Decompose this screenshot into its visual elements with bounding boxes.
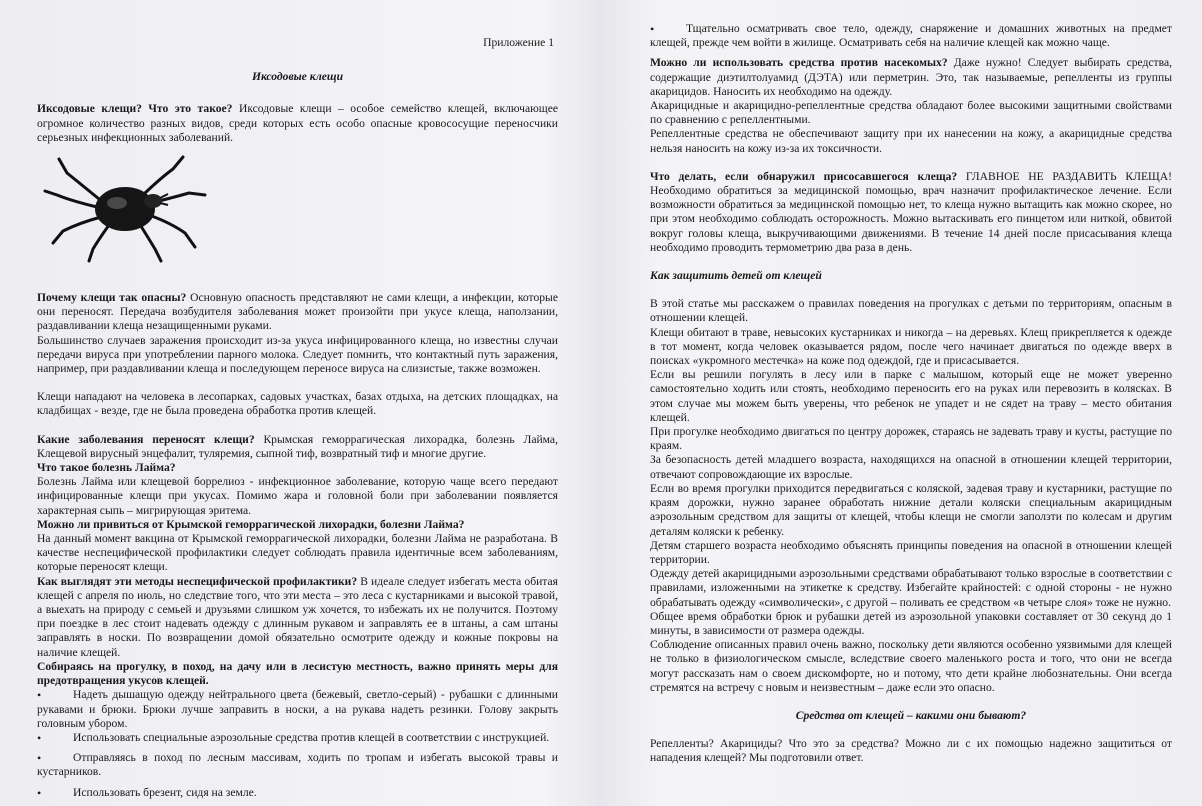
bullet-item: • Надеть дышащую одежду нейтрального цвета (бежевый, светло-серый) - рубашки с длинными рукавами и брюки. Брюки лучше заправить в носки, а на рукава надеть резинки. Голову закрыть головным убором. [37, 688, 558, 730]
bullet-item: • Отправляясь в поход по лесным массивам, ходить по тропам и избегать высокой травы и кустарников. [37, 751, 558, 779]
kids-paragraph: Общее время обработки брюк и рубашки детей из аэрозольной упаковки составляет от 30 секунд до 1 минуты, в зависимости от размера одежды. [650, 609, 1172, 637]
kids-paragraph: Детям старшего возраста необходимо объяснять принципы поведения на опасной в отношении клещей территории. [650, 538, 1172, 566]
danger-paragraph: Почему клещи так опасны? Основную опасность представляют не сами клещи, а инфекции, которые они переносят. Передача возбудителя заболевания может произойти при укусе клеща, наползании, раздавливании клеща незащищенными руками. [37, 291, 558, 333]
bullet-item: • Тщательно осматривать свое тело, одежду, снаряжение и домашних животных на предмет клещей, прежде чем войти в жилище. Осматривать себя на наличие клещей как можно чаще. [650, 22, 1172, 50]
majority-paragraph: Большинство случаев заражения происходит из-за укуса инфицированного клеща, но известны случаи передачи вируса при употреблении парного молока. Следует помнить, что контактный путь заражения, например, при раздавливании клеща и последующем переносе вируса на слизистые, также возможен. [37, 333, 558, 376]
vaccine-question: Можно ли привиться от Крымской геморрагической лихорадки, болезни Лайма? [37, 517, 465, 531]
right-page [602, 0, 1202, 806]
methods-paragraph: Как выглядят эти методы неспецифической профилактики? В идеале следует избегать места обитая клещей с апреля по июль, но следствие того, что эти места – это леса с кустарниками и высокой травой, а выехать на природу с семьей и друзьями слишком уж хочется, то избежать их не получится. Поэтому при поездке в лес стоит надевать одежду с длинным рукавом и заправлять ее в штаны, а сам штаны заправлять в носки. По возвращении домой обязательно осмотрите одежду и кожные покровы на наличие клещей. [37, 574, 558, 659]
diseases-paragraph: Какие заболевания переносят клещи? Крымская геморрагическая лихорадка, болезнь Лайма, Клещевой вирусный энцефалит, туляремия, сыпной тиф, возвратный тиф и многие другие. [37, 432, 558, 460]
kids-paragraph: Соблюдение описанных правил очень важно, поскольку дети являются особенно уязвимыми для клещей не только в физиологическом смысле, вследствие своего маленького роста и того, что они не всегда могут рассказать нам о своем дискомфорте, но и потому, что дети крайне любознательны. Они всегда стремятся на встречу с новым и неизвестным – даже если это опасно. [650, 638, 1172, 694]
repellent-paragraph: Можно ли использовать средства против насекомых? Даже нужно! Следует выбирать средства, содержащие диэтилтолуамид (ДЭТА) или перметрин. Это, так называемые, репелленты из группы акарицидов. Наносить их необходимо на одежду. [650, 56, 1172, 98]
kids-paragraph: Если во время прогулки приходится передвигаться с коляской, задевая траву и кустарники, растущие по краям дорожки, нужно заранее обработать нижние детали коляски специальным акарицидным аэрозольным средством для защиты от клещей, чтобы клещи не смогли заползти по колесам и другим деталям коляски к ребенку. [650, 481, 1172, 538]
walk-heading: Собираясь на прогулку, в поход, на дачу или в лесистую местность, важно принять меры для предотвращения укусов клещей. [37, 659, 558, 688]
means-heading: Средства от клещей – какими они бывают? [795, 708, 1027, 722]
acaricide-paragraph: Акарицидные и акарицидно-репеллентные средства обладают более высокими защитными свойствами по сравнению с репеллентными. [650, 99, 1172, 127]
vaccine-paragraph: На данный момент вакцина от Крымской геморрагической лихорадки, болезни Лайма не разработана. В качестве неспецифической профилактики следует соблюдать правила идентичные всем заболеваниям, которые переносят клещи. [37, 532, 558, 574]
kids-heading: Как защитить детей от клещей [650, 269, 822, 283]
repellent-skin-paragraph: Репеллентные средства не обеспечивают защиту при их нанесении на кожу, а акарицидные средства нельзя наносить на кожу из-за их токсичности. [650, 127, 1172, 155]
kids-paragraph: Если вы решили погулять в лесу или в парке с малышом, который еще не может уверенно самостоятельно ходить или стоять, необходимо переносить его на руках или перевозить в колясках. В этом случае мы можем быть уверены, что ребенок не упадет и не сядет на траву – место обитания клещей. [650, 368, 1172, 424]
bullet-item: • Использовать брезент, сидя на земле. [37, 785, 257, 800]
kids-paragraph: Клещи обитают в траве, невысоких кустарниках и никогда – на деревьях. Клещ прикрепляется к одежде в тот момент, когда человек оказывается рядом, после чего начинает двигаться по одежде вверх в поисках «укромного местечка» на коже под одеждой, где и присасывается. [650, 325, 1172, 368]
kids-paragraph: При прогулке необходимо двигаться по центру дорожек, стараясь не задевать траву и кусты, растущие по краям. [650, 425, 1172, 453]
bullet-item: • Использовать специальные аэрозольные средства против клещей в соответствии с инструкцией. [37, 730, 550, 745]
kids-paragraph: В этой статье мы расскажем о правилах поведения на прогулках с детьми по территориям, опасным в отношении клещей. [650, 297, 1172, 325]
appendix-label: Приложение 1 [483, 36, 554, 49]
intro-paragraph: Иксодовые клещи? Что это такое? Иксодовые клещи – особое семейство клещей, включающее огромное количество разных видов, среди которых есть особо опасные кровососущие переносчики серьезных инфекционных заболеваний. [37, 102, 558, 144]
tick-icon [37, 151, 237, 263]
page-title: Иксодовые клещи [251, 70, 344, 84]
tick-illustration [37, 151, 558, 263]
lyme-paragraph: Болезнь Лайма или клещевой боррелиоз - инфекционное заболевание, которую чаще всего передают инфицированные клещи при укусах. Помимо жара и головной боли при заболевании появляется характерная сыпь – мигрирующая эритема. [37, 475, 558, 517]
kids-paragraph: Одежду детей акарицидными аэрозольными средствами обрабатывают только взрослые в соответствии с правилами, изложенными на этикетке к средству. Избегайте крайностей: с одной стороны - не нужно обрабатывать одежду «символически», с другой – поливать ее средством «в четыре слоя» тоже не нужно. [650, 567, 1172, 609]
lyme-question: Что такое болезнь Лайма? [37, 461, 176, 475]
left-page [0, 0, 600, 806]
means-paragraph: Репелленты? Акарициды? Что это за средства? Можно ли с их помощью надежно защититься от нападения клещей? Мы подготовили ответ. [650, 737, 1172, 765]
attack-paragraph: Клещи нападают на человека в лесопарках, садовых участках, базах отдыха, на детских площадках, на кладбищах - везде, где не была проведена обработка против клещей. [37, 390, 558, 418]
found-tick-paragraph: Что делать, если обнаружил присосавшегося клеща? ГЛАВНОЕ НЕ РАЗДАВИТЬ КЛЕЩА! Необходимо обратиться за медицинской помощью, врач назначит профилактическое лечение. Если возможности обратиться за медицинской помощью нет, то клеща нужно вытащить как можно скорее, но при этом необходимо соблюдать осторожность. Можно вытаскивать его пинцетом или ниткой, обвитой вокруг головы клеща, выкручивающими движениями. В течение 14 дней после присасывания клеща необходимо проводить термометрию два раза в день. [650, 169, 1172, 254]
kids-paragraph: За безопасность детей младшего возраста, находящихся на опасной в отношении клещей территории, отвечают сопровождающие их взрослые. [650, 453, 1172, 481]
